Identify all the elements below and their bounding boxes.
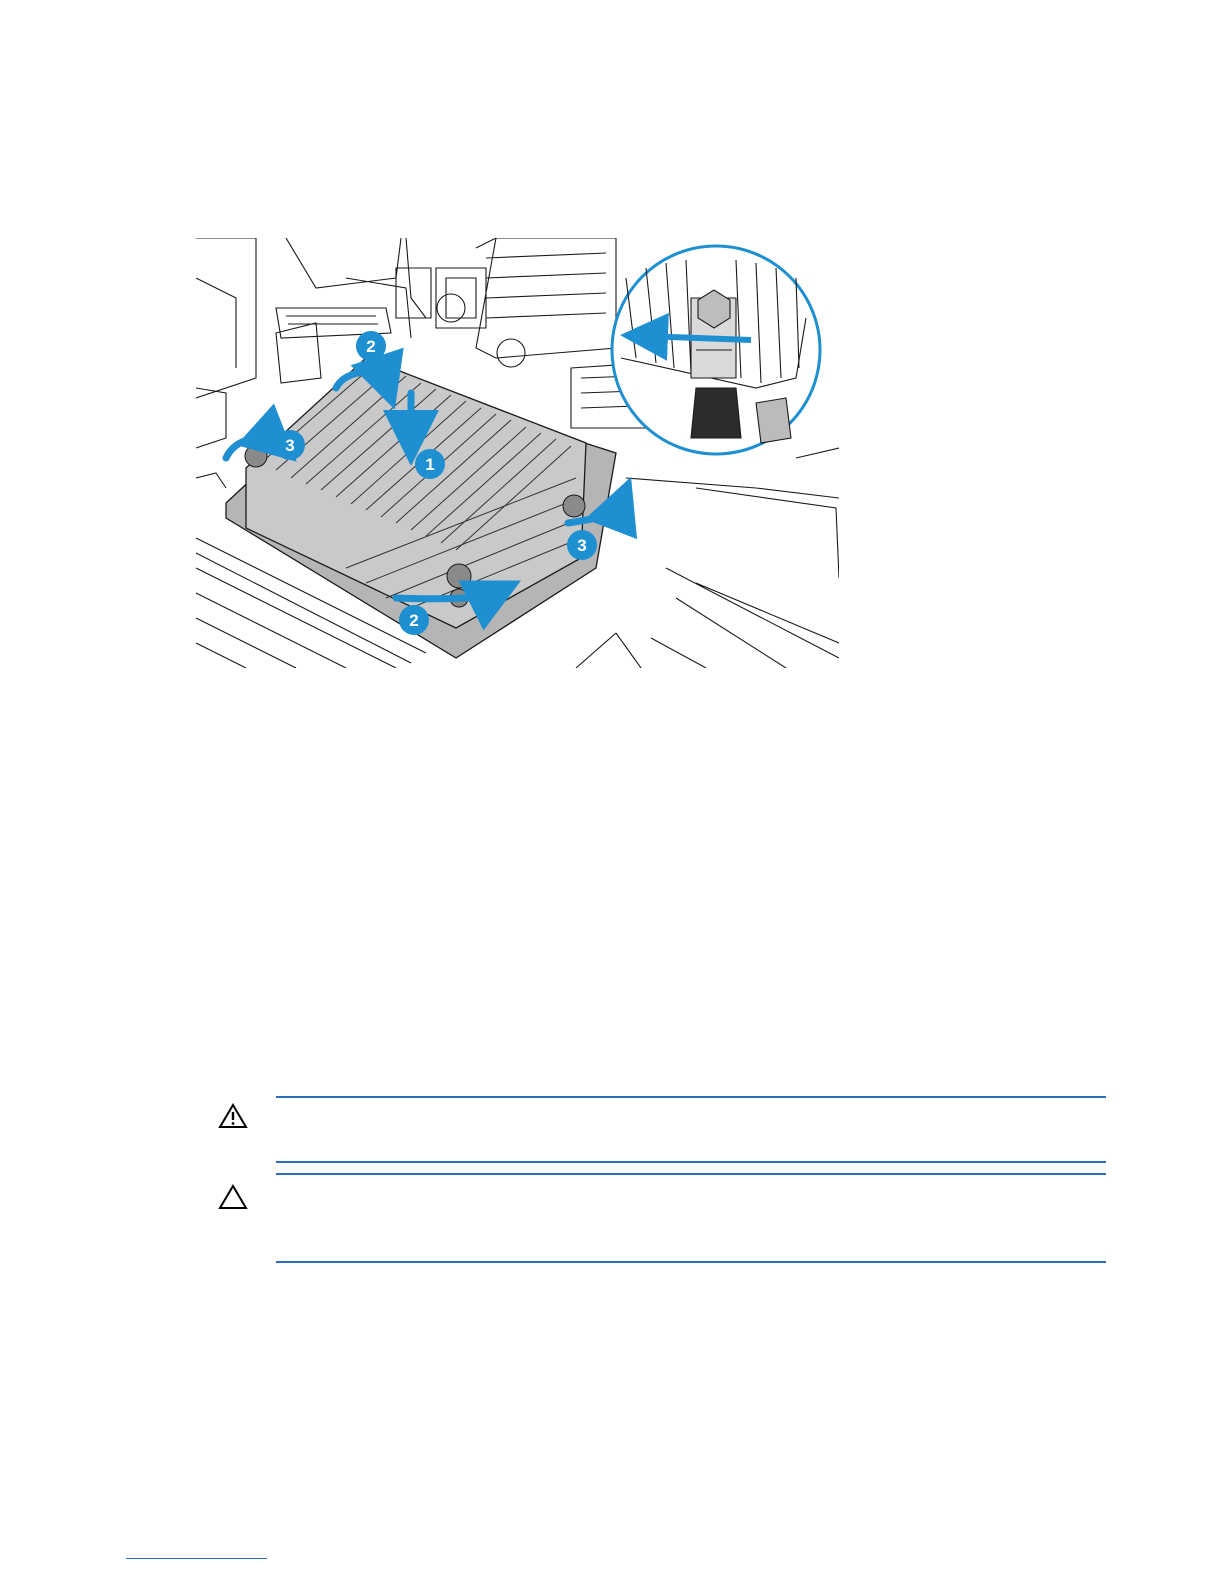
caution-top-rule (276, 1173, 1106, 1175)
callout-3-left (275, 430, 305, 460)
svg-text:3: 3 (285, 436, 295, 455)
callout-1 (415, 449, 445, 479)
callout-3-right (567, 530, 597, 560)
callout-2-top (356, 331, 386, 361)
caution-triangle-icon (218, 1183, 248, 1211)
warning-top-rule (276, 1096, 1106, 1098)
svg-text:2: 2 (409, 611, 419, 630)
callout-2-bottom (399, 605, 429, 635)
heatsink-illustration (196, 238, 839, 668)
warning-triangle-exclamation-icon (218, 1102, 248, 1130)
warning-bottom-rule (276, 1161, 1106, 1163)
svg-text:1: 1 (425, 455, 435, 474)
caution-bottom-rule (276, 1261, 1106, 1263)
footnote-rule (126, 1558, 267, 1559)
heatsink-installation-figure (196, 238, 839, 668)
svg-text:3: 3 (577, 536, 587, 555)
svg-text:2: 2 (366, 337, 376, 356)
